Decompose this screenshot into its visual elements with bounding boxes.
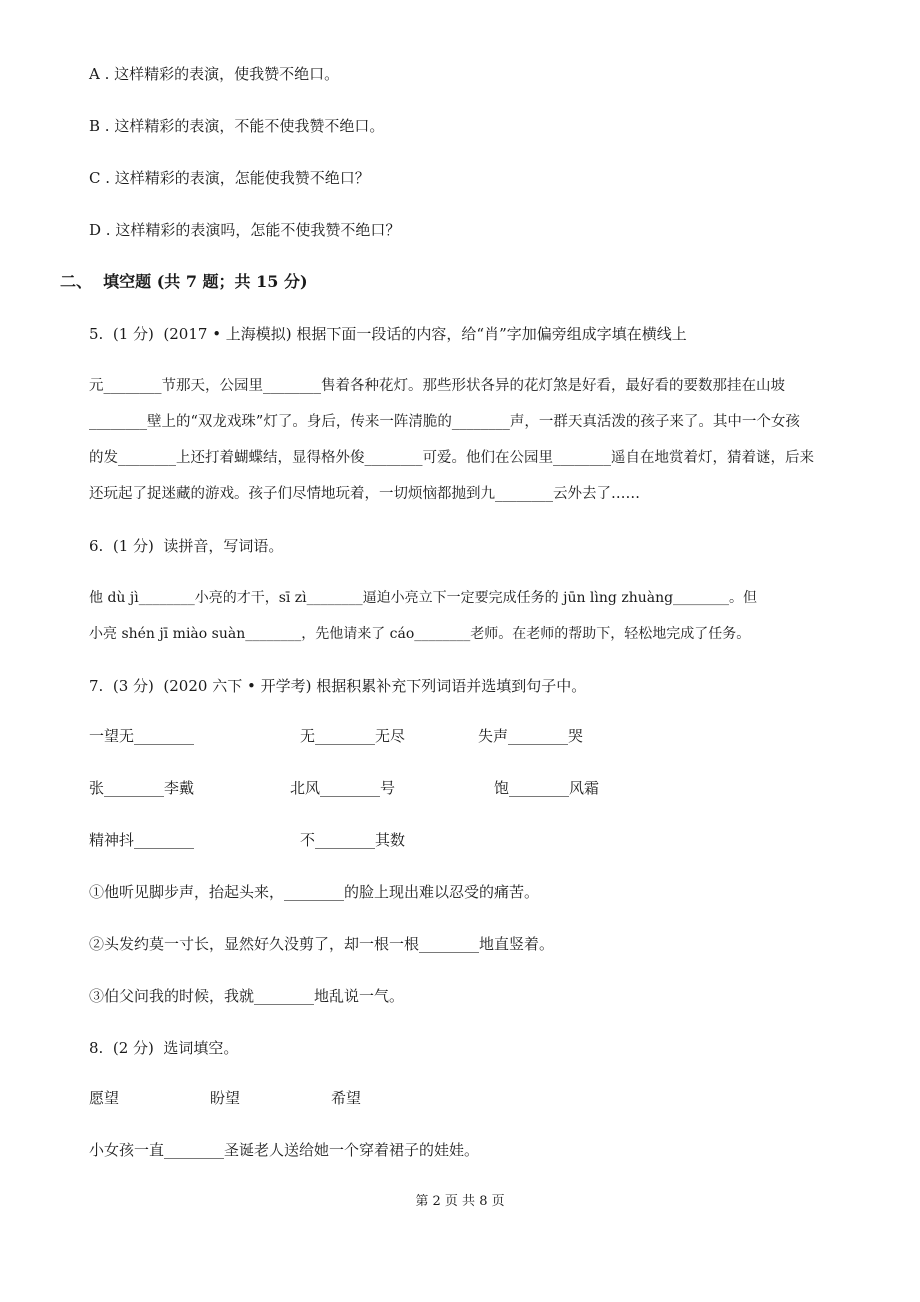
q5-line-4: 还玩起了捉迷藏的游戏。孩子们尽情地玩着，一切烦恼都抛到九________云外去了…… bbox=[89, 486, 640, 502]
q8-word-1: 愿望 bbox=[89, 1089, 120, 1107]
q7-word-2-3: 饱________风霜 bbox=[494, 779, 600, 797]
option-d: D . 这样精彩的表演吗，怎能不使我赞不绝口？ bbox=[89, 221, 401, 239]
q7-word-2-1: 张________李戴 bbox=[89, 779, 195, 797]
q7-word-1-3: 失声________哭 bbox=[478, 727, 584, 745]
q5-line-1: 元________节那天，公园里________售着各种花灯。那些形状各异的花灯煞是好看，最好看的要数那挂在山坡 bbox=[89, 378, 785, 394]
q5-line-3: 的发________上还打着蝴蝶结，显得格外俊________可爱。他们在公园里________遥自在地赏着灯，猜着谜，后来 bbox=[89, 450, 814, 466]
q8-sentence: 小女孩一直________圣诞老人送给她一个穿着裙子的娃娃。 bbox=[89, 1141, 480, 1159]
q7-sentence-2: ②头发约莫一寸长，显然好久没剪了，却一根一根________地直竖着。 bbox=[89, 935, 555, 953]
q7-word-2-2: 北风________号 bbox=[290, 779, 396, 797]
option-b: B . 这样精彩的表演，不能不使我赞不绝口。 bbox=[89, 117, 385, 135]
q7-word-3-2: 不________其数 bbox=[300, 831, 406, 849]
q7-word-1-1: 一望无________ bbox=[89, 727, 195, 745]
option-c: C . 这样精彩的表演，怎能使我赞不绝口？ bbox=[89, 169, 370, 187]
option-a: A . 这样精彩的表演，使我赞不绝口。 bbox=[89, 65, 340, 83]
q6-stem: 6. (1 分) 读拼音，写词语。 bbox=[89, 537, 284, 555]
q5-stem: 5. (1 分) (2017 • 上海模拟) 根据下面一段话的内容，给“肖”字加偏旁组成字填在横线上 bbox=[89, 325, 687, 343]
q5-line-2: ________壁上的“双龙戏珠”灯了。身后，传来一阵清脆的________声，一群天真活泼的孩子来了。其中一个女孩 bbox=[89, 414, 800, 430]
q6-line-1: 他 dù jì________小亮的才干，sī zì________逼迫小亮立下一定要完成任务的 jūn lìng zhuàng________。但 bbox=[89, 590, 758, 606]
q7-sentence-1: ①他听见脚步声，抬起头来，________的脸上现出难以忍受的痛苦。 bbox=[89, 883, 540, 901]
q8-word-3: 希望 bbox=[331, 1089, 362, 1107]
page-footer: 第 2 页 共 8 页 bbox=[415, 1194, 505, 1209]
q7-sentence-3: ③伯父问我的时候，我就________地乱说一气。 bbox=[89, 987, 405, 1005]
q7-word-3-1: 精神抖________ bbox=[89, 831, 195, 849]
q7-stem: 7. (3 分) (2020 六下 • 开学考) 根据积累补充下列词语并选填到句子中。 bbox=[89, 677, 587, 695]
q8-stem: 8. (2 分) 选词填空。 bbox=[89, 1039, 239, 1057]
q6-line-2: 小亮 shén jī miào suàn________，先他请来了 cáo________老师。在老师的帮助下，轻松地完成了任务。 bbox=[89, 626, 751, 642]
q7-word-1-2: 无________无尽 bbox=[300, 727, 406, 745]
q8-word-2: 盼望 bbox=[210, 1089, 241, 1107]
section-title: 二、 填空题 (共 7 题；共 15 分) bbox=[60, 272, 308, 291]
